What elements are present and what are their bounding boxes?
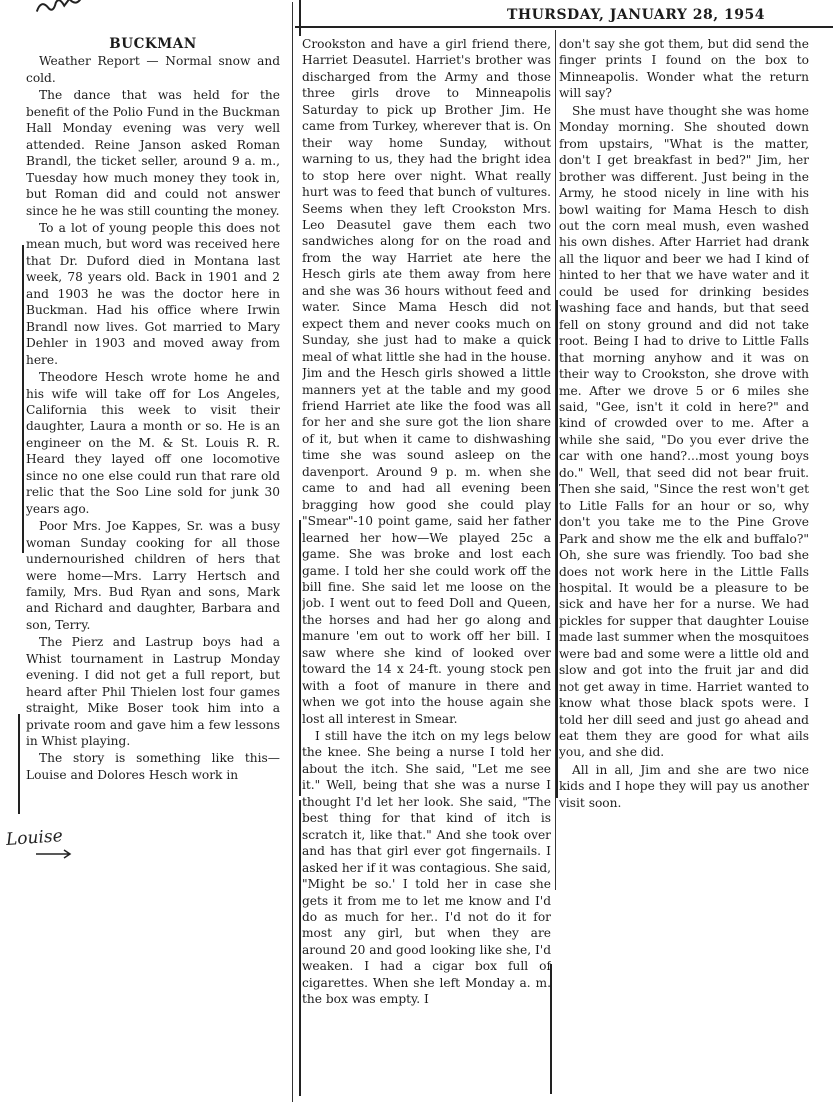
- paragraph: She must have thought she was home Monday morning. She shouted down from upstairs, "What is the matter, don't I get breakfast in bed?" Jim, her brother was different. Just being in the Army, he stood nicely in line with his bowl waiting for Mama Hesch to dish out the corn meal mush, even washed his own dishes. After Harriet had drank all the liquor and beer we had I kind of hinted to her that we have water and it could be used for drinking besides washing face and hands, but that seed fell on stony ground and did not take root. Being I had to drive to Little Falls that morning anyhow and it was on their way to Crookston, she drove with me. After we drove 5 or 6 miles she said, "Gee, isn't it cold in here?" and kind of crowded over to me. After a while she said, "Do you ever drive the car with one hand?...most young boys do." Well, that seed did not bear fruit. Then she said, "Since the rest won't get to Litle Falls for an hour or so, why don't you take me to the Pine Grove Park and show me the elk and buffalo?" Oh, she sure was friendly. Too bad she does not work here in the Little Falls hospital. It would be a pleasure to be sick and have her for a nurse. We had pickles for supper that daughter Louise made last summer when the mosquitoes were bad and some were a little old and slow and got into the fruit jar and did not get away in time. Harriet wanted to know what those black spots were. I told her dill seed and just go ahead and eat them they are good for what ails you, and she did.: [559, 103, 809, 760]
- paragraph: Poor Mrs. Joe Kappes, Sr. was a busy woman Sunday cooking for all those undernourished children of hers that were home—Mrs. Larry Hertsch and family, Mrs. Bud Ryan and sons, Mark and Richard and daughter, Barbara and son, Terry.: [26, 519, 280, 632]
- margin-marker: [18, 714, 20, 814]
- margin-marker: [299, 520, 301, 796]
- margin-marker: [22, 245, 24, 390]
- handwritten-scrawl-icon: [33, 0, 91, 18]
- margin-marker: [22, 388, 24, 553]
- margin-marker: [299, 0, 301, 36]
- margin-marker: [556, 300, 558, 798]
- paragraph: The dance that was held for the benefit of the Polio Fund in the Buckman Hall Monday evening was very well attended. Reine Janson asked Roman Brandl, the ticket seller, around 9 a. m., Tuesday how much money they took in, but Roman did and could not answer since he he was still counting the money.: [26, 88, 280, 218]
- article-heading: BUCKMAN: [109, 36, 197, 52]
- masthead-rule: [295, 26, 833, 28]
- article-column-1: [26, 36, 280, 846]
- margin-handwriting: Louise: [5, 826, 64, 850]
- paragraph: I still have the itch on my legs below the knee. She being a nurse I told her about the itch. She said, "Let me see it." Well, being that she was a nurse I thought I'd let her look. She said, "The best thing for that kind of itch is scratch it, like that." And she took over and has that girl ever got fingernails. I asked her if it was contagious. She said, "Might be so.' I told her in case she gets it from me to let me know and I'd do as much for her.. I'd not do it for most any girl, but when they are around 20 and good looking like she, I'd weaken. I had a cigar box full of cigarettes. When she left Monday a. m. the box was empty. I: [302, 729, 551, 1007]
- margin-marker: [299, 800, 301, 1096]
- article-column-3: [559, 36, 809, 896]
- paragraph: All in all, Jim and she are two nice kids and I hope they will pay us another visit soon.: [559, 762, 809, 810]
- paragraph: don't say she got them, but did send the finger prints I found on the box to Minneapolis. Wonder what the return will say?: [559, 37, 809, 101]
- paragraph: The Pierz and Lastrup boys had a Whist tournament in Lastrup Monday evening. I did not get a full report, but heard after Phil Thielen lost four games straight, Mike Boser took him into a private room and gave him a few lessons in Whist playing.: [26, 635, 280, 749]
- paragraph: To a lot of young people this does not mean much, but word was received here that Dr. Duford died in Montana last week, 78 years old. Back in 1901 and 2 and 1903 he was the doctor here in Buckman. Had his office where Irwin Brandl now lives. Got married to Mary Dehler in 1903 and moved away from here.: [26, 220, 280, 367]
- handwritten-arrow-icon: [34, 848, 74, 860]
- paragraph: Theodore Hesch wrote home he and his wife will take off for Los Angeles, California this week to visit their daughter, Laura a month or so. He is an engineer on the M. & St. Louis R. R. Heard they layed off one locomotive since no one else could run that rare old relic that the Soo Line sold for junk 30 years ago.: [26, 370, 280, 516]
- column-divider: [292, 2, 293, 1102]
- paragraph: Weather Report — Normal snow and cold.: [26, 54, 280, 85]
- masthead-date: THURSDAY, JANUARY 28, 1954: [506, 7, 765, 23]
- paragraph: The story is something like this—Louise and Dolores Hesch work in: [26, 751, 280, 782]
- paragraph: Crookston and have a girl friend there, Harriet Deasutel. Harriet's brother was discharged from the Army and those three girls drove to Minneapolis Saturday to pick up Brother Jim. He came from Turkey, wherever that is. On their way home Sunday, without warning to us, they had the bright idea to stop here over night. What really hurt was to feed that bunch of vultures. Seems when they left Crookston Mrs. Leo Deasutel gave them each two sandwiches along for on the road and from the way Harriet ate here the Hesch girls ate them away from here and she was 36 hours without feed and water. Since Mama Hesch did not expect them and never cooks much on Sunday, she just had to make a quick meal of what little she had in the house. Jim and the Hesch girls showed a little manners yet at the table and my good friend Harriet ate like the food was all for her and she sure got the lion share of it, but when it came to dishwashing time she was sound asleep on the davenport. Around 9 p. m. when she came to and had all evening been bragging how good she could play "Smear"-10 point game, said her father learned her how—We played 25c a game. She was broke and lost each game. I told her she could work off the bill fine. She said let me loose on the job. I went out to feed Doll and Queen, the horses and had her go along and manure 'em out to work off her bill. I saw where she kind of looked over toward the 14 x 24-ft. young stock pen with a foot of manure in there and when we got into the house again she lost all interest in Smear.: [302, 37, 551, 726]
- article-column-2: [302, 36, 551, 1096]
